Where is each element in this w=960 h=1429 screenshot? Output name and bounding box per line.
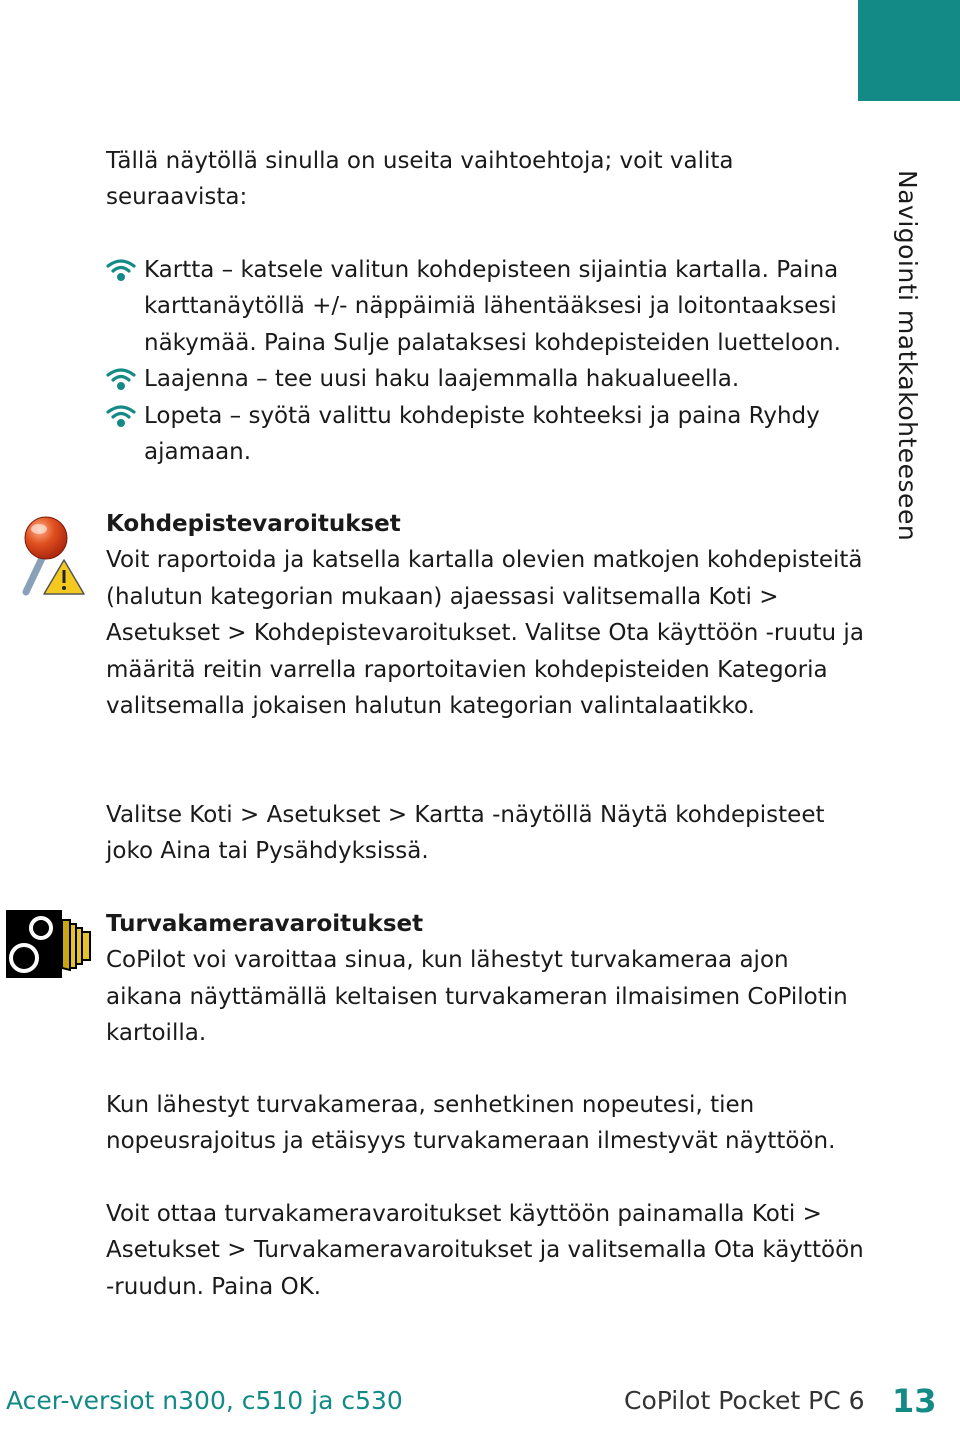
footer-product-name: CoPilot Pocket PC 6 [624,1386,865,1415]
camera-enable-paragraph: Voit ottaa turvakameravaroitukset käyttöön painamalla Koti > Asetukset > Turvakameravaroitukset ja valitsemalla Ota käyttöön -ruudun. Paina OK. [106,1201,864,1300]
list-item: Kartta – katsele valitun kohdepisteen sijaintia kartalla. Paina karttanäytöllä +/- näppäimiä lähentääksesi ja loitontaaksesi näkymää. Paina Sulje palataksesi kohdepisteiden luetteloon. [106,252,866,361]
side-chapter-title: Navigointi matkakohteeseen [893,170,922,542]
options-list [106,252,866,470]
wifi-bullet-icon [106,366,136,392]
poi-warnings-section [106,506,866,724]
speed-camera-icon [4,906,94,982]
section-heading: Turvakameravaroitukset [106,911,424,937]
footer-models: Acer-versiot n300, c510 ja c530 [6,1386,403,1415]
section-heading: Kohdepistevaroitukset [106,511,401,537]
wifi-bullet-icon [106,403,136,429]
list-item: Lopeta – syötä valittu kohdepiste kohteeksi ja paina Ryhdy ajamaan. [106,398,866,471]
camera-approach-paragraph: Kun lähestyt turvakameraa, senhetkinen nopeutesi, tien nopeusrajoitus ja etäisyys turvakameraan ilmestyvät näyttöön. [106,1092,836,1155]
page-number: 13 [892,1382,937,1420]
poi-display-note: Valitse Koti > Asetukset > Kartta -näytöllä Näytä kohdepisteet joko Aina tai Pysähdyksissä. [106,802,825,865]
corner-color-tab [858,0,960,101]
list-item: Laajenna – tee uusi haku laajemmalla hakualueella. [106,361,866,397]
speed-camera-section [106,906,866,1052]
poi-warning-icon [16,514,86,600]
wifi-bullet-icon [106,257,136,283]
section-body: Voit raportoida ja katsella kartalla olevien matkojen kohdepisteitä (halutun kategorian mukaan) ajaessasi valitsemalla Koti > Asetukset > Kohdepistevaroitukset. Valitse Ota käyttöön -ruutu ja määritä reitin varrella raportoitavien kohdepisteiden Kategoria valitsemalla jokaisen halutun kategorian valintalaatikko. [106,547,864,720]
section-body: CoPilot voi varoittaa sinua, kun lähestyt turvakameraa ajon aikana näyttämällä keltaisen turvakameran ilmaisimen CoPilotin kartoilla. [106,947,848,1047]
intro-paragraph: Tällä näytöllä sinulla on useita vaihtoehtoja; voit valita seuraavista: [106,148,734,211]
